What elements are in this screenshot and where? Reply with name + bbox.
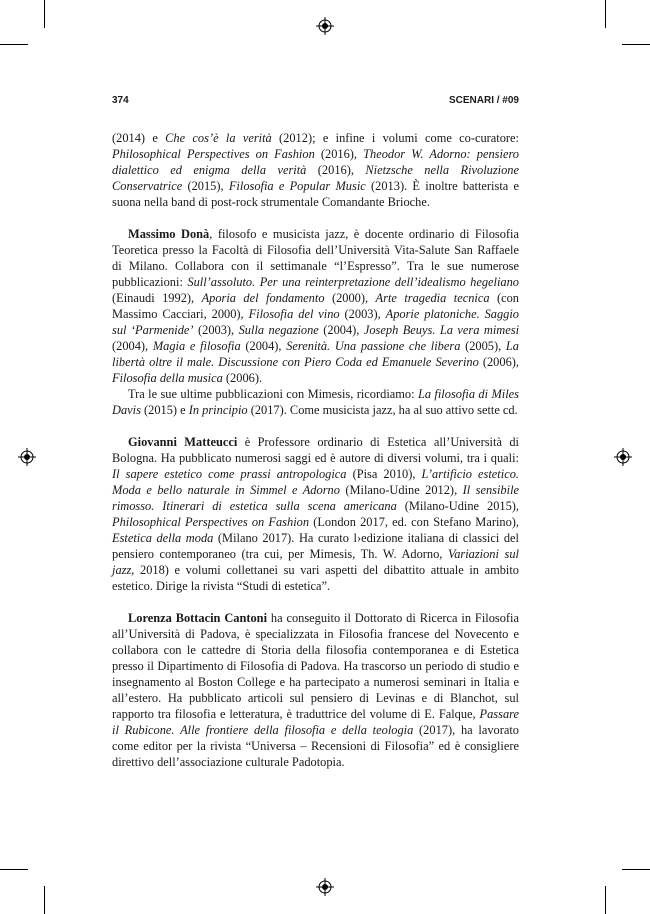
book-title: Aporie platoniche. Saggio sul ‘Parmenide’ bbox=[112, 307, 520, 337]
text-run: (2006), bbox=[478, 355, 519, 369]
text-run: (2005), bbox=[460, 339, 506, 353]
crop-mark bbox=[44, 0, 45, 28]
text-run: ha conseguito il Dottorato di Ricerca in Filosofia all’Università di Padova, è specializzata in Filosofia francese del Novecento e collabora con le cattedre di Storia della filosofia contemporanea e di Estetica presso il Dipartimento di Filosofia di Padova. Ha trascorso un periodo di studio e insegnamento al Boston College e ha partecipato a numerosi seminari in Italia e all’estero. Ha pubblicato articoli sul pensiero di Levinas e di Blanchot, sul rapporto tra filosofia e letteratura, è traduttrice del volume di E. Falque, bbox=[112, 611, 519, 721]
body-text bbox=[112, 130, 519, 770]
book-title: Variazioni sul jazz bbox=[112, 547, 519, 577]
book-title: Joseph Beuys. La vera mimesi bbox=[363, 323, 520, 337]
crop-mark bbox=[0, 869, 28, 870]
text-run: (Milano-Udine 2012), bbox=[339, 483, 463, 497]
book-title: Sull’assoluto. Per una reinterpretazione dell’idealismo hegeliano bbox=[187, 275, 520, 289]
author-name: Massimo Donà bbox=[128, 227, 210, 241]
text-run: (2013). È inoltre batterista e suona nella band di post-rock strumentale Comandante Brioche. bbox=[112, 179, 520, 209]
book-title: Filosofia della musica bbox=[112, 371, 223, 385]
bio-paragraph bbox=[112, 226, 519, 386]
text-run: (Pisa 2010), bbox=[346, 467, 422, 481]
book-title: L’artificio estetico. Moda e bello naturale in Simmel e Adorno bbox=[112, 467, 519, 497]
registration-mark-icon bbox=[316, 17, 334, 35]
book-title: Passare il Rubicone. Alle frontiere della filosofia e della teologia bbox=[112, 707, 519, 737]
bio-paragraph bbox=[112, 386, 519, 418]
book-title: Filosofia del vino bbox=[248, 307, 340, 321]
text-run: (con Massimo Cacciari, 2000), bbox=[112, 291, 519, 321]
book-title: Sulla negazione bbox=[238, 323, 319, 337]
text-run: è Professore ordinario di Estetica all’Università di Bologna. Ha pubblicato numerosi saggi ed è autore di diversi volumi, tra i quali: bbox=[112, 435, 519, 465]
book-title: In principio bbox=[188, 403, 248, 417]
text-run: (2000), bbox=[324, 291, 376, 305]
book-title: La filosofia di Miles Davis bbox=[112, 387, 519, 417]
text-run: (2017). Come musicista jazz, ha al suo attivo sette cd. bbox=[247, 403, 518, 417]
book-title: Che cos’è la verità bbox=[165, 131, 272, 145]
text-run: , 2018) e volumi collettanei su vari aspetti del dibattito attuale in ambito estetico. Dirige la rivista “Studi di estetica”. bbox=[112, 563, 519, 593]
text-run: (Milano-Udine 2015), bbox=[396, 499, 519, 513]
book-title: Magia e filosofia bbox=[152, 339, 241, 353]
book-title: Nietzsche nella Rivoluzione Conservatrice bbox=[112, 163, 519, 193]
book-title: Serenità. Una passione che libera bbox=[286, 339, 461, 353]
text-run: (2012); e infine i volumi come co-curatore: bbox=[271, 131, 520, 145]
text-run: , filosofo e musicista jazz, è docente ordinario di Filosofia Teoretica presso la Facoltà di Filosofia dell’Università Vita-Salute San Raffaele di Milano. Collabora con il settimanale “l’Espresso”. Tra le sue numerose pubblicazioni: bbox=[112, 227, 519, 289]
text-run: (2006). bbox=[222, 371, 263, 385]
running-title: SCENARI / #09 bbox=[448, 95, 519, 106]
crop-mark bbox=[622, 44, 650, 45]
book-title: Il sapere estetico come prassi antropologica bbox=[112, 467, 347, 481]
text-run: (2016), bbox=[306, 163, 366, 177]
text-run: (2003), bbox=[193, 323, 239, 337]
book-title: Philosophical Perspectives on Fashion bbox=[112, 147, 315, 161]
book-title: Il sensibile rimosso. Itinerari di estetica sulla scena americana bbox=[112, 483, 520, 513]
author-name: Lorenza Bottacin Cantoni bbox=[128, 611, 268, 625]
text-run: (2015) e bbox=[140, 403, 189, 417]
crop-mark bbox=[622, 869, 650, 870]
running-header bbox=[112, 95, 519, 109]
text-run: (2004), bbox=[240, 339, 287, 353]
bio-paragraph bbox=[112, 434, 519, 594]
paragraph-continued bbox=[112, 130, 519, 210]
crop-mark bbox=[0, 44, 28, 45]
book-title: Filosofia e Popular Music bbox=[228, 179, 366, 193]
text-run: (2014) e bbox=[112, 131, 166, 145]
registration-mark-icon bbox=[316, 878, 334, 896]
text-run: (London 2017, ed. con Stefano Marino), bbox=[309, 515, 519, 529]
text-run: (2017), ha lavorato come editor per la rivista “Universa – Recensioni di Filosofia” ed è consigliere direttivo dell’associazione culturale Padotopia. bbox=[112, 723, 519, 769]
page-number: 374 bbox=[112, 95, 129, 106]
text-run: Tra le sue ultime pubblicazioni con Mimesis, ricordiamo: bbox=[128, 387, 418, 401]
book-title: Philosophical Perspectives on Fashion bbox=[112, 515, 310, 529]
book-title: Theodor W. Adorno: pensiero dialettico ed enigma della verità bbox=[112, 147, 520, 177]
crop-mark bbox=[605, 886, 606, 914]
text-run: (2015), bbox=[182, 179, 229, 193]
book-title: Estetica della moda bbox=[112, 531, 214, 545]
registration-mark-icon bbox=[614, 448, 632, 466]
text-run: (2004), bbox=[112, 339, 153, 353]
book-title: La libertà oltre il male. Discussione con Piero Coda ed Emanuele Severino bbox=[112, 339, 519, 369]
author-name: Giovanni Matteucci bbox=[128, 435, 238, 449]
book-title: Arte tragedia tecnica bbox=[375, 291, 490, 305]
text-run: (Milano 2017). Ha curato l›edizione italiana di classici del pensiero contemporaneo (tra cui, per Mimesis, Th. W. Adorno, bbox=[112, 531, 519, 561]
text-run: (Einaudi 1992), bbox=[112, 291, 202, 305]
text-run: (2004), bbox=[318, 323, 364, 337]
registration-mark-icon bbox=[18, 448, 36, 466]
text-run: (2003), bbox=[339, 307, 386, 321]
text-run: (2016), bbox=[314, 147, 364, 161]
crop-mark bbox=[44, 886, 45, 914]
book-title: Aporia del fondamento bbox=[201, 291, 325, 305]
bio-paragraph bbox=[112, 610, 519, 770]
crop-mark bbox=[605, 0, 606, 28]
